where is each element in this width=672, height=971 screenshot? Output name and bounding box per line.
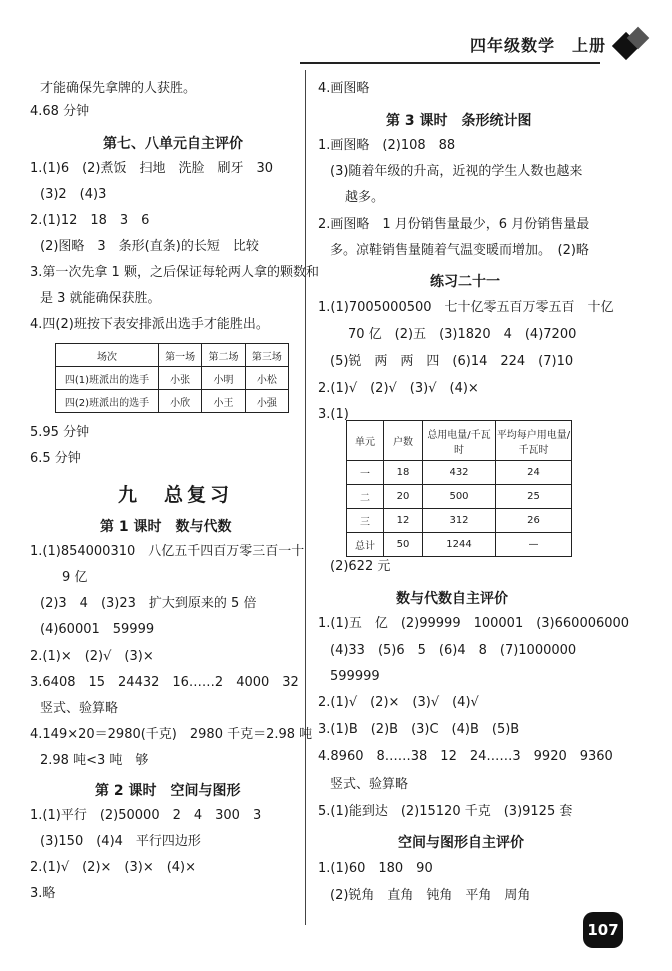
answer-line: 2.画图略 1 月份销售量最少，6 月份销售量最	[318, 217, 590, 232]
answer-line: 6.5 分钟	[30, 451, 81, 466]
answer-line: 2.98 吨<3 吨 够	[40, 753, 149, 768]
answer-line: 2.(1)× (2)√ (3)×	[30, 649, 154, 664]
answer-line: 4.68 分钟	[30, 104, 90, 119]
answer-line: 599999	[330, 669, 380, 684]
answer-line: (5)锐 两 两 四 (6)14 224 (7)10	[330, 354, 574, 369]
section-heading: 第 2 课时 空间与图形	[95, 783, 241, 799]
table-cell: 小王	[202, 390, 245, 413]
answer-line: 3.6408 15 24432 16……2 4000 32	[30, 675, 299, 690]
table-header: 第一场	[159, 344, 202, 367]
answer-line: 是 3 就能确保获胜。	[40, 291, 161, 306]
table-cell: 一	[347, 461, 384, 485]
answer-line: 2.(1)√ (2)× (3)× (4)×	[30, 860, 197, 875]
answer-line: 2.(1)12 18 3 6	[30, 213, 150, 228]
answer-line: (3)150 (4)4 平行四边形	[40, 834, 201, 849]
table-cell: 20	[384, 485, 423, 509]
header-rule	[300, 62, 600, 64]
answer-line: (4)60001 59999	[40, 622, 155, 637]
page-header	[0, 0, 672, 80]
table-cell: 25	[496, 485, 572, 509]
section-heading: 第 1 课时 数与代数	[100, 519, 232, 535]
answer-line: 3.(1)B (2)B (3)C (4)B (5)B	[318, 722, 520, 737]
table-cell: 小松	[245, 367, 288, 390]
table-row	[347, 461, 572, 485]
table-header: 第二场	[202, 344, 245, 367]
table-cell: 50	[384, 533, 423, 557]
answer-line: (3)随着年级的升高，近视的学生人数也越来	[330, 164, 583, 179]
table-cell: 18	[384, 461, 423, 485]
table-cell: 26	[496, 509, 572, 533]
answer-line: 竖式、验算略	[40, 701, 119, 716]
table-row	[347, 485, 572, 509]
table-cell: 三	[347, 509, 384, 533]
table-cell: 四(1)班派出的选手	[56, 367, 159, 390]
table-row	[347, 509, 572, 533]
answer-line: 多。凉鞋销售量随着气温变暖而增加。 (2)略	[330, 243, 589, 258]
section-heading: 第七、八单元自主评价	[103, 136, 243, 152]
column-divider	[305, 70, 306, 925]
answer-line: 2.(1)√ (2)× (3)√ (4)√	[318, 695, 479, 710]
answer-line: 才能确保先拿牌的人获胜。	[40, 81, 197, 96]
table-header: 第三场	[245, 344, 288, 367]
answer-line: 1.(1)854000310 八亿五千四百万零三百一十	[30, 544, 305, 559]
answer-line: 5.95 分钟	[30, 425, 90, 440]
section-heading: 数与代数自主评价	[396, 591, 508, 607]
table-header: 场次	[56, 344, 159, 367]
answer-line: 1.画图略 (2)108 88	[318, 138, 456, 153]
answer-line: 1.(1)6 (2)煮饭 扫地 洗脸 刷牙 30	[30, 161, 274, 176]
table-cell: 12	[384, 509, 423, 533]
answer-line: 9 亿	[62, 570, 88, 585]
section-heading: 第 3 课时 条形统计图	[386, 113, 532, 129]
answer-line: (2)622 元	[330, 559, 391, 574]
book-title: 四年级数学 上册	[470, 36, 607, 55]
table-header: 总用电量/千瓦时	[423, 421, 496, 461]
table-cell: 1244	[423, 533, 496, 557]
answer-line: (2)图略 3 条形(直条)的长短 比较	[40, 239, 259, 254]
page-number: 107	[583, 912, 623, 948]
table-header: 平均每户用电量/千瓦时	[496, 421, 572, 461]
answer-line: 1.(1)60 180 90	[318, 861, 433, 876]
table-cell: —	[496, 533, 572, 557]
answer-line: 4.8960 8……38 12 24……3 9920 9360	[318, 749, 613, 764]
answer-line: 竖式、验算略	[330, 777, 409, 792]
electricity-table	[346, 420, 572, 557]
chapter-title: 九 总复习	[118, 484, 234, 506]
answer-line: 4.四(2)班按下表安排派出选手才能胜出。	[30, 317, 269, 332]
answer-line: 5.(1)能到达 (2)15120 千克 (3)9125 套	[318, 804, 573, 819]
section-heading: 练习二十一	[430, 274, 500, 290]
table-cell: 312	[423, 509, 496, 533]
answer-line: 4.画图略	[318, 81, 370, 96]
table-header: 户数	[384, 421, 423, 461]
table-cell: 432	[423, 461, 496, 485]
answer-line: 3.(1)	[318, 407, 349, 422]
table-cell: 小明	[202, 367, 245, 390]
contest-table	[55, 343, 289, 413]
table-cell: 二	[347, 485, 384, 509]
answer-line: (3)2 (4)3	[40, 187, 107, 202]
answer-line: (4)33 (5)6 5 (6)4 8 (7)1000000	[330, 643, 577, 658]
table-cell: 小欣	[159, 390, 202, 413]
table-row	[347, 533, 572, 557]
table-cell: 小张	[159, 367, 202, 390]
answer-line: 1.(1)五 亿 (2)99999 100001 (3)660006000	[318, 616, 630, 631]
answer-line: 4.149×20＝2980(千克) 2980 千克＝2.98 吨	[30, 727, 313, 742]
table-cell: 总计	[347, 533, 384, 557]
answer-line: (2)3 4 (3)23 扩大到原来的 5 倍	[40, 596, 257, 611]
answer-line: 1.(1)平行 (2)50000 2 4 300 3	[30, 808, 262, 823]
answer-line: 越多。	[345, 190, 385, 205]
table-cell: 四(2)班派出的选手	[56, 390, 159, 413]
table-cell: 24	[496, 461, 572, 485]
answer-line: 3.略	[30, 886, 56, 901]
answer-line: (2)锐角 直角 钝角 平角 周角	[330, 888, 531, 903]
table-cell: 500	[423, 485, 496, 509]
answer-line: 70 亿 (2)五 (3)1820 4 (4)7200	[348, 327, 577, 342]
table-cell: 小强	[245, 390, 288, 413]
answer-line: 3.第一次先拿 1 颗，之后保证每轮两人拿的颗数和	[30, 265, 319, 280]
answer-line: 2.(1)√ (2)√ (3)√ (4)×	[318, 381, 479, 396]
answer-line: 1.(1)7005000500 七十亿零五百万零五百 十亿	[318, 300, 614, 315]
section-heading: 空间与图形自主评价	[398, 835, 524, 851]
table-row	[56, 390, 289, 413]
table-row	[56, 367, 289, 390]
table-header: 单元	[347, 421, 384, 461]
